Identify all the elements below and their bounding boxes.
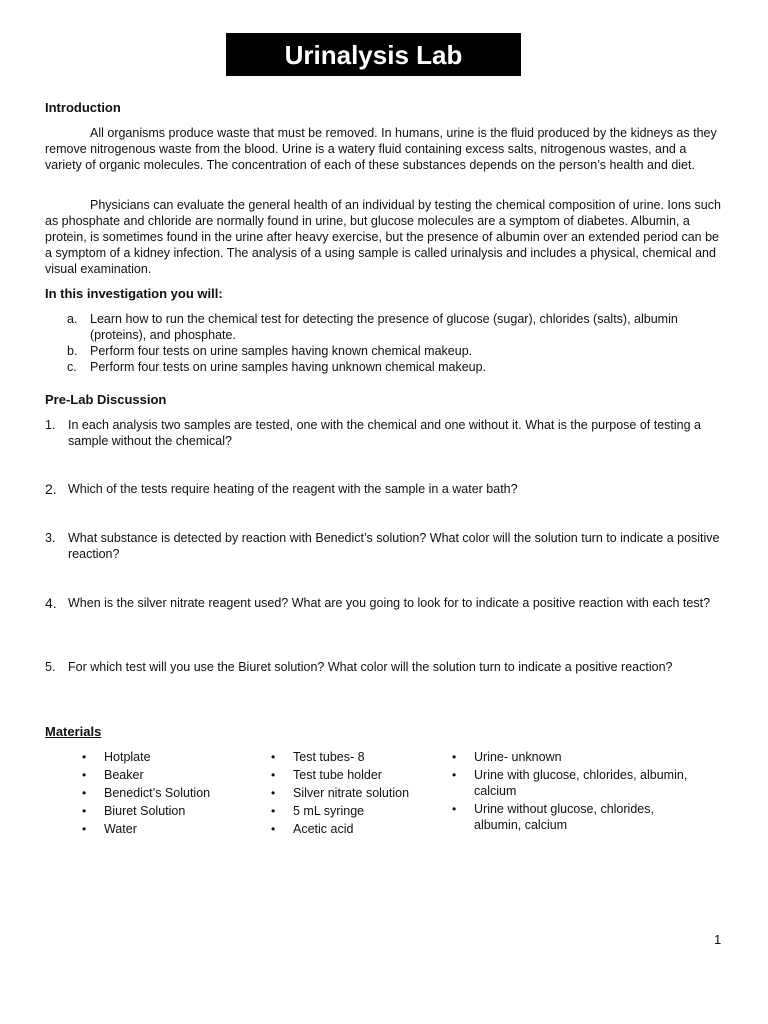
bullet-icon: • <box>82 822 87 836</box>
list-marker: c. <box>67 360 77 374</box>
prelab-heading: Pre-Lab Discussion <box>45 392 167 407</box>
question-text: What substance is detected by reaction with Benedict’s solution? What color will the solution turn to indicate a positive reaction? <box>68 531 720 561</box>
bullet-icon: • <box>82 750 87 764</box>
introduction-paragraph-1: All organisms produce waste that must be removed. In humans, urine is the fluid produced by the kidneys as they remove nitrogenous waste from the blood. Urine is a watery fluid containing excess salts, nitrogenous wastes, and a variety of organic molecules. The concentration of each of these substances depends on the person’s health and diet. <box>45 126 717 172</box>
material-name: Urine- unknown <box>474 750 562 764</box>
prelab-question-2 <box>45 481 725 497</box>
list-marker: a. <box>67 312 78 326</box>
prelab-question-4 <box>45 595 725 611</box>
question-text: When is the silver nitrate reagent used? What are you going to look for to indicate a positive reaction with each test? <box>68 596 711 610</box>
materials-heading: Materials <box>45 724 102 739</box>
material-name: 5 mL syringe <box>293 804 365 818</box>
material-name: Biuret Solution <box>104 804 186 818</box>
list-marker: 2. <box>45 481 57 497</box>
introduction-paragraph-2: Physicians can evaluate the general health of an individual by testing the chemical composition of urine. Ions such as phosphate and chloride are normally found in urine, but glucose molecules are a symptom of diabetes. Albumin, a protein, is sometimes found in the urine after heavy exercise, but the presence of albumin over an extended period can be a symptom of a kidney infection. The analysis of a using sample is called urinalysis and includes a physical, chemical and visual examination. <box>45 198 721 276</box>
bullet-icon: • <box>452 802 457 816</box>
list-item <box>271 821 446 837</box>
material-name: Test tube holder <box>293 768 382 782</box>
question-text: In each analysis two samples are tested, one with the chemical and one without it. What is the purpose of testing a sample without the chemical? <box>68 418 701 448</box>
investigation-heading: In this investigation you will: <box>45 286 223 301</box>
list-item <box>452 767 692 799</box>
list-item <box>271 785 446 801</box>
question-text: For which test will you use the Biuret solution? What color will the solution turn to indicate a positive reaction? <box>68 660 673 674</box>
bullet-icon: • <box>271 822 276 836</box>
list-item <box>82 821 262 837</box>
list-item-text: Perform four tests on urine samples having unknown chemical makeup. <box>90 360 487 374</box>
material-name: Hotplate <box>104 750 151 764</box>
materials-column-2 <box>271 749 446 839</box>
investigation-item-b <box>67 343 727 359</box>
material-name: Acetic acid <box>293 822 354 836</box>
prelab-question-1 <box>45 417 725 449</box>
investigation-item-a <box>67 311 727 343</box>
material-name: Silver nitrate solution <box>293 786 410 800</box>
material-name: Test tubes- 8 <box>293 750 365 764</box>
bullet-icon: • <box>452 768 457 782</box>
material-name: Urine without glucose, chlorides, albumin, calcium <box>474 802 654 832</box>
prelab-question-5 <box>45 659 725 675</box>
bullet-icon: • <box>452 750 457 764</box>
list-marker: b. <box>67 344 78 358</box>
material-name: Urine with glucose, chlorides, albumin, calcium <box>474 768 688 798</box>
list-item <box>271 767 446 783</box>
list-marker: 3. <box>45 531 56 545</box>
page-number: 1 <box>714 932 722 947</box>
bullet-icon: • <box>271 768 276 782</box>
bullet-icon: • <box>271 786 276 800</box>
material-name: Benedict’s Solution <box>104 786 211 800</box>
bullet-icon: • <box>82 768 87 782</box>
list-item <box>82 767 262 783</box>
document-title: Urinalysis Lab <box>226 33 521 76</box>
list-item <box>452 801 692 833</box>
material-name: Water <box>104 822 137 836</box>
list-item <box>82 803 262 819</box>
list-item <box>82 785 262 801</box>
materials-column-3 <box>452 749 692 835</box>
material-name: Beaker <box>104 768 144 782</box>
list-item <box>271 749 446 765</box>
prelab-question-3 <box>45 530 725 562</box>
list-item <box>452 749 692 765</box>
list-marker: 1. <box>45 418 56 432</box>
list-item-text: Perform four tests on urine samples having known chemical makeup. <box>90 344 473 358</box>
bullet-icon: • <box>271 804 276 818</box>
introduction-heading: Introduction <box>45 100 121 115</box>
bullet-icon: • <box>271 750 276 764</box>
list-marker: 5. <box>45 660 56 674</box>
materials-column-1 <box>82 749 262 839</box>
list-item <box>82 749 262 765</box>
investigation-item-c <box>67 359 727 375</box>
list-marker: 4. <box>45 595 57 611</box>
list-item-text: Learn how to run the chemical test for detecting the presence of glucose (sugar), chlorides (salts), albumin (proteins), and phosphate. <box>90 312 678 342</box>
question-text: Which of the tests require heating of the reagent with the sample in a water bath? <box>68 482 518 496</box>
bullet-icon: • <box>82 786 87 800</box>
bullet-icon: • <box>82 804 87 818</box>
list-item <box>271 803 446 819</box>
